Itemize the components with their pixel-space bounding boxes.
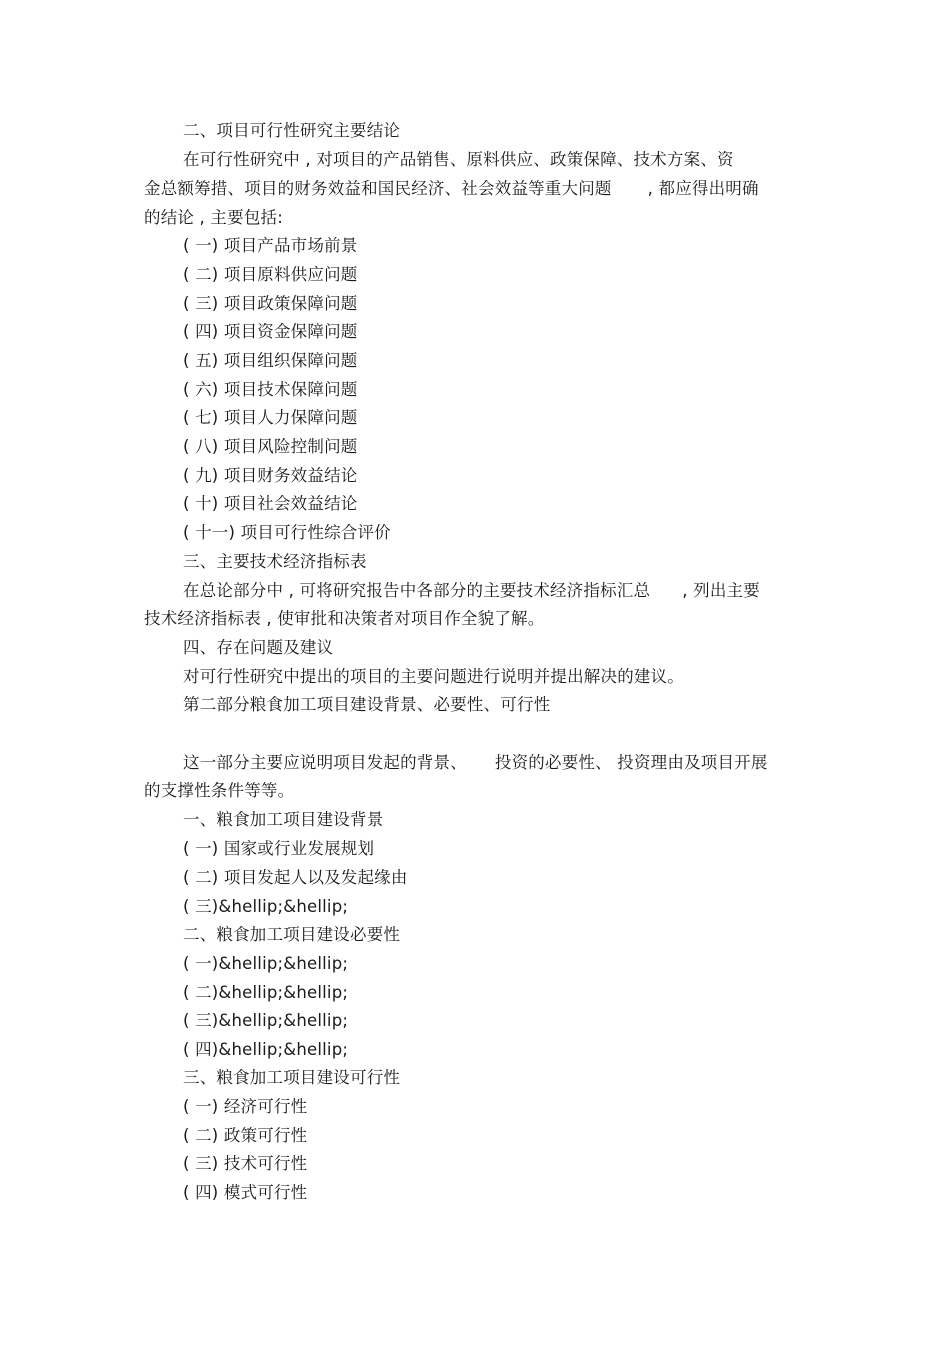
list-item: ( 四) 项目资金保障问题 — [183, 322, 358, 341]
list-item: ( 三)&hellip;&hellip; — [183, 1011, 349, 1030]
section-heading-background: 一、粮食加工项目建设背景 — [183, 810, 384, 829]
list-item: ( 三)&hellip;&hellip; — [183, 897, 349, 916]
paragraph-line: 的支撑性条件等等。 — [144, 781, 295, 800]
section-heading-issues: 四、存在问题及建议 — [183, 638, 334, 657]
list-item: ( 七) 项目人力保障问题 — [183, 408, 358, 427]
section-heading-necessity: 二、粮食加工项目建设必要性 — [183, 925, 401, 944]
paragraph-line — [183, 753, 768, 773]
list-item: ( 三) 技术可行性 — [183, 1154, 308, 1173]
paragraph-line: 对可行性研究中提出的项目的主要问题进行说明并提出解决的建议。 — [183, 667, 684, 686]
list-item: ( 六) 项目技术保障问题 — [183, 380, 358, 399]
list-item: ( 四)&hellip;&hellip; — [183, 1040, 349, 1059]
list-item: ( 一)&hellip;&hellip; — [183, 954, 349, 973]
list-item: ( 四) 模式可行性 — [183, 1183, 308, 1202]
section-heading-indicators: 三、主要技术经济指标表 — [183, 552, 367, 571]
paragraph-text: 金总额筹措、项目的财务效益和国民经济、社会效益等重大问题 — [144, 179, 612, 198]
paragraph-text: 在总论部分中 , 可将研究报告中各部分的主要技术经济指标汇总 — [183, 581, 651, 600]
list-item: ( 九) 项目财务效益结论 — [183, 466, 358, 485]
paragraph-text: , 列出主要 — [682, 581, 760, 600]
paragraph-line: 在可行性研究中 , 对项目的产品销售、原料供应、政策保障、技术方案、资 — [183, 150, 734, 169]
list-item: ( 十) 项目社会效益结论 — [183, 494, 358, 513]
section-heading-conclusions: 二、项目可行性研究主要结论 — [183, 121, 401, 140]
paragraph-text: , 都应得出明确 — [647, 179, 759, 198]
paragraph-text: 投资的必要性、 投资理由及项目开展 — [494, 753, 768, 772]
list-item: ( 二) 政策可行性 — [183, 1126, 308, 1145]
list-item: ( 二)&hellip;&hellip; — [183, 983, 349, 1002]
paragraph-line — [144, 179, 759, 199]
list-item: ( 二) 项目发起人以及发起缘由 — [183, 868, 408, 887]
list-item: ( 十一) 项目可行性综合评价 — [183, 523, 391, 542]
paragraph-line: 的结论 , 主要包括: — [144, 208, 283, 227]
paragraph-line: 技术经济指标表 , 使审批和决策者对项目作全貌了解。 — [144, 609, 545, 628]
list-item: ( 三) 项目政策保障问题 — [183, 294, 358, 313]
paragraph-text: 这一部分主要应说明项目发起的背景、 — [183, 753, 467, 772]
list-item: ( 五) 项目组织保障问题 — [183, 351, 358, 370]
list-item: ( 八) 项目风险控制问题 — [183, 437, 358, 456]
part-heading: 第二部分粮食加工项目建设背景、必要性、可行性 — [183, 695, 551, 714]
list-item: ( 一) 经济可行性 — [183, 1097, 308, 1116]
section-heading-feasibility: 三、粮食加工项目建设可行性 — [183, 1068, 401, 1087]
paragraph-line — [183, 581, 760, 601]
list-item: ( 一) 项目产品市场前景 — [183, 236, 358, 255]
list-item: ( 二) 项目原料供应问题 — [183, 265, 358, 284]
list-item: ( 一) 国家或行业发展规划 — [183, 839, 375, 858]
